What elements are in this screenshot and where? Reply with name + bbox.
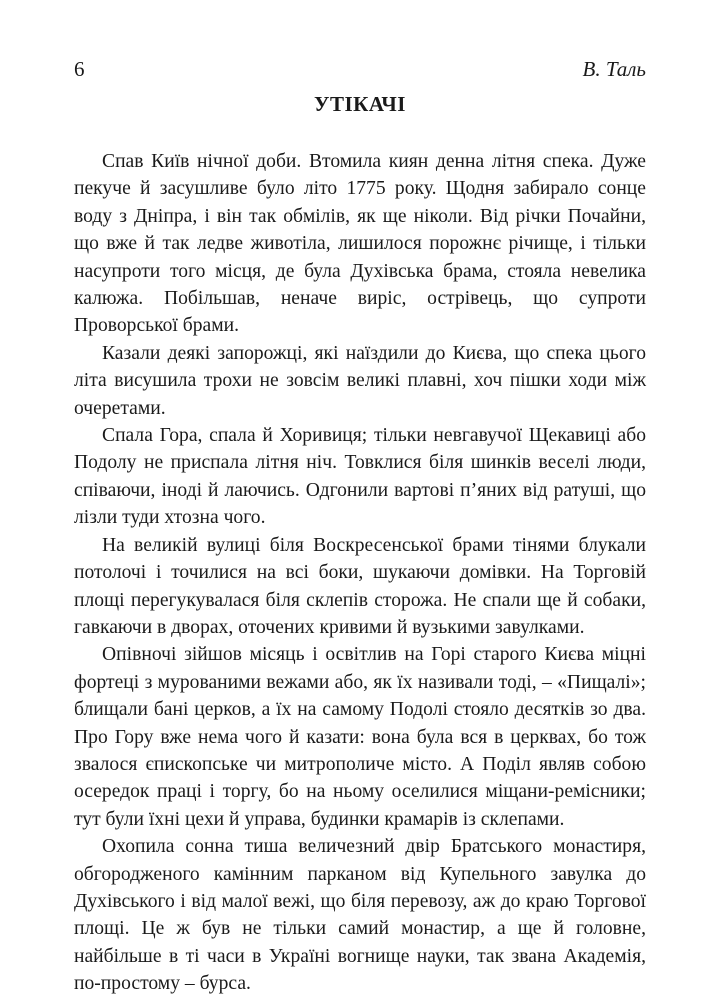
page-header — [74, 57, 646, 85]
paragraph: Охопила сонна тиша величезний двір Братського монастиря, обгородженого камінним парканом від Купельного завулка до Духівського і від малої вежі, що біля перевозу, аж до краю Торгової площі. Це ж був не тільки самий монастир, а ще й головне, найбільше в ті часи в Україні вогнище науки, так звана Академія, по-простому – бурса. — [74, 836, 646, 995]
chapter-title: УТІКАЧІ — [314, 92, 406, 116]
paragraph: Спала Гора, спала й Хоривиця; тільки невгавучої Щекавиці або Подолу не приспала літня ніч. Товклися біля шинків веселі люди, співаючи, іноді й лаючись. Одгонили вартові п’яних від ратуші, що лізли туди хтозна чого. — [74, 425, 646, 529]
page-number: 6 — [74, 57, 85, 81]
body-text — [74, 148, 646, 998]
paragraph: Спав Київ нічної доби. Втомила киян денна літня спека. Дуже пекуче й засушливе було літо 1775 року. Щодня забирало сонце воду з Дніпра, і він так обмілів, як ще ніколи. Від річки Почайни, що вже й так ледве животіла, лишилося порожнє річище, і тільки насупроти того місця, де була Духівська брама, стояла невелика калюжа. Побільшав, неначе виріс, острівець, що супроти Проворської брами. — [74, 151, 646, 337]
paragraph: Опівночі зійшов місяць і освітлив на Горі старого Києва міцні фортеці з мурованими вежами або, як їх називали тоді, – «Пищалі»; блищали бані церков, а їх на самому Подолі стояло десятків зо два. Про Гору вже нема чого й казати: вона була вся в церквах, бо тож звалося єпископське чи митрополиче місто. А Поділ являв собою осередок праці і торгу, бо на ньому оселилися міщани-ремісники; тут були їхні цехи й управа, будинки крамарів із склепами. — [74, 644, 646, 830]
paragraph: Казали деякі запорожці, які наїздили до Києва, що спека цього літа висушила трохи не зовсім великі плавні, хоч пішки ходи між очеретами. — [74, 342, 646, 419]
paragraph: На великій вулиці біля Воскресенської брами тінями блукали потолочі і точилися на всі боки, шукаючи домівки. На Торговій площі перегукувалася біля склепів сторожа. Не спали ще й собаки, гавкаючи в дворах, оточених кривими й вузькими завулками. — [74, 534, 646, 638]
running-head-author: В. Таль — [582, 57, 646, 81]
